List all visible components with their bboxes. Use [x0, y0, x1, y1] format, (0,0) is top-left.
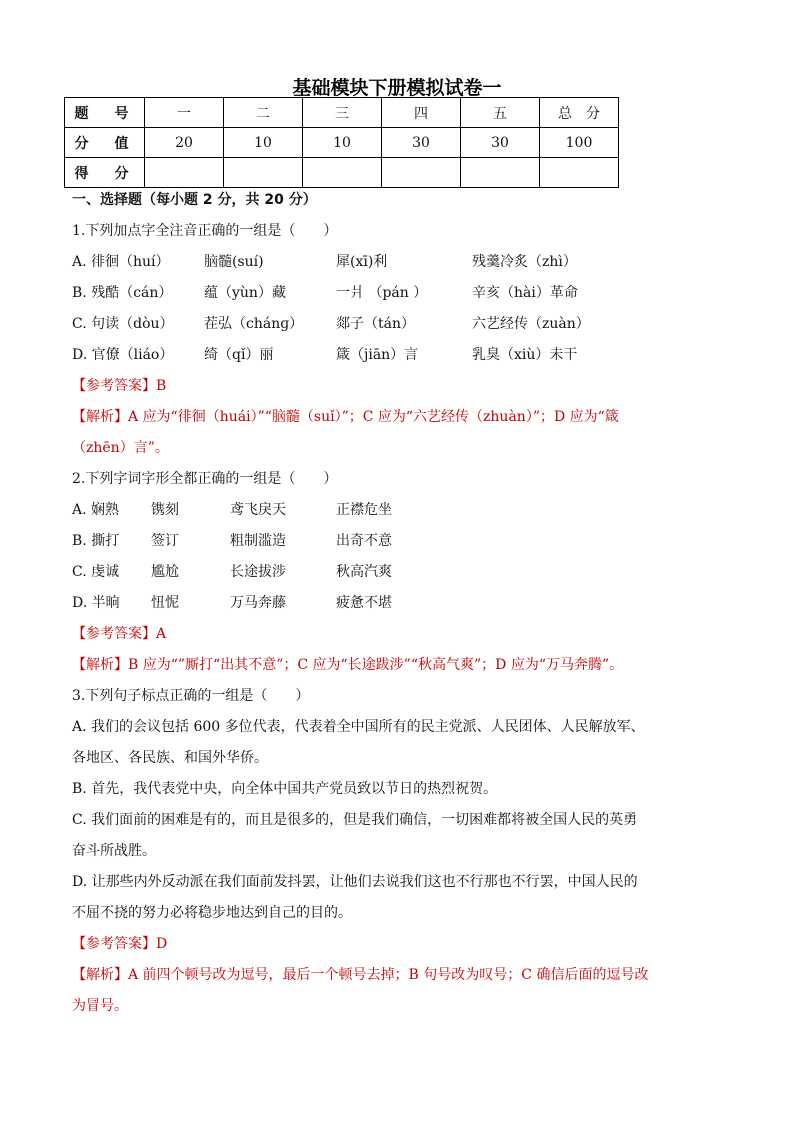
option-item: 鸢飞戾天 — [230, 502, 286, 518]
score-table-row-header — [65, 98, 619, 128]
analysis-tag: 【解析】 — [72, 657, 128, 673]
option-paragraph: 各地区、各民族、和国外华侨。 — [72, 750, 268, 766]
option-item: D. 半晌 — [72, 595, 120, 611]
option-item: 犀(xī)利 — [336, 254, 388, 270]
option-item: 辛亥（hài）革命 — [472, 285, 578, 301]
option-item: 郯子（tán） — [336, 316, 415, 332]
score-table-cell: 20 — [145, 128, 224, 158]
option-row — [72, 278, 732, 309]
score-input-cell — [303, 158, 382, 188]
analysis-text: （zhēn）言”。 — [72, 440, 169, 456]
option-item: C. 句读（dòu） — [72, 316, 174, 332]
option-paragraph: A. 我们的会议包括 600 多位代表，代表着全中国所有的民主党派、人民团体、人民解放军、 — [72, 719, 645, 735]
answer-line — [72, 929, 732, 960]
option-row — [72, 340, 732, 371]
option-item: C. 虔诚 — [72, 564, 120, 580]
option-item: B. 撕打 — [72, 533, 120, 549]
option-item: 粗制滥造 — [230, 533, 286, 549]
answer-tag: 【参考答案】 — [72, 936, 156, 952]
question-stem: 1.下列加点字全注音正确的一组是（ ） — [72, 223, 338, 239]
option-item: 箴（jiān）言 — [336, 347, 419, 363]
option-paragraph: B. 首先，我代表党中央，向全体中国共产党员致以节日的热烈祝贺。 — [72, 781, 498, 797]
score-input-cell — [540, 158, 619, 188]
option-item: D. 官僚（liáo） — [72, 347, 174, 363]
answer-value: B — [156, 378, 167, 394]
analysis-text: B 应为“”厮打“出其不意”；C 应为“长途跋涉”“秋高气爽”；D 应为“万马奔腾”。 — [128, 657, 624, 673]
option-row — [72, 309, 732, 340]
analysis-tag: 【解析】 — [72, 967, 128, 983]
option-paragraph: 奋斗所战胜。 — [72, 843, 156, 859]
analysis-text: 为冒号。 — [72, 998, 128, 1014]
answer-tag: 【参考答案】 — [72, 626, 156, 642]
option-paragraph: C. 我们面前的困难是有的，而且是很多的，但是我们确信，一切困难都将被全国人民的英勇 — [72, 812, 638, 828]
analysis-text: A 前四个顿号改为逗号，最后一个顿号去掉；B 句号改为叹号；C 确信后面的逗号改 — [128, 967, 649, 983]
option-item: 万马奔藤 — [230, 595, 286, 611]
option-item: 乳臭（xiù）未干 — [472, 347, 578, 363]
option-item: 一爿 （pán ） — [336, 285, 428, 301]
score-table-cell: 得 分 — [65, 158, 145, 188]
analysis-line — [72, 402, 732, 433]
analysis-line — [72, 960, 732, 991]
option-item: B. 残酷（cán） — [72, 285, 173, 301]
option-item: 正襟危坐 — [336, 502, 392, 518]
score-table-cell: 30 — [461, 128, 540, 158]
score-table-cell: 五 — [461, 98, 540, 128]
option-item: 六艺经传（zuàn） — [472, 316, 590, 332]
analysis-line — [72, 650, 732, 681]
score-table-cell: 30 — [382, 128, 461, 158]
question-stem: 2.下列字词字形全都正确的一组是（ ） — [72, 471, 338, 487]
exam-content — [72, 188, 732, 1022]
option-item: A. 徘徊（huí） — [72, 254, 170, 270]
score-input-cell — [382, 158, 461, 188]
analysis-line — [72, 991, 732, 1022]
score-table-cell: 一 — [145, 98, 224, 128]
score-table-cell: 二 — [224, 98, 303, 128]
answer-line — [72, 619, 732, 650]
score-table-cell: 三 — [303, 98, 382, 128]
page-title: 基础模块下册模拟试卷一 — [292, 77, 502, 99]
option-item: 茬弘（chánɡ） — [204, 316, 304, 332]
answer-line — [72, 371, 732, 402]
score-table-row-values — [65, 128, 619, 158]
option-item: 残羹冷炙（zhì） — [472, 254, 577, 270]
option-item: 绮（qǐ）丽 — [204, 347, 274, 363]
section-title: 一、选择题（每小题 2 分，共 20 分） — [72, 192, 317, 208]
option-item: 脑髓(suí) — [204, 254, 264, 270]
option-row — [72, 588, 732, 619]
option-item: 蕴（yùn）藏 — [204, 285, 286, 301]
score-input-cell — [461, 158, 540, 188]
answer-value: A — [156, 626, 167, 642]
option-row — [72, 557, 732, 588]
score-table-cell: 分 值 — [65, 128, 145, 158]
option-paragraph: D. 让那些内外反动派在我们面前发抖罢，让他们去说我们这也不行那也不行罢，中国人民的 — [72, 874, 638, 890]
option-item: 出奇不意 — [336, 533, 392, 549]
option-row — [72, 495, 732, 526]
score-table — [64, 97, 619, 188]
score-table-cell: 10 — [224, 128, 303, 158]
analysis-line — [72, 433, 732, 464]
option-item: 忸怩 — [151, 595, 179, 611]
score-table-cell: 题 号 — [65, 98, 145, 128]
option-row — [72, 247, 732, 278]
answer-value: D — [156, 936, 168, 952]
analysis-tag: 【解析】 — [72, 409, 128, 425]
score-input-cell — [145, 158, 224, 188]
score-input-cell — [224, 158, 303, 188]
option-item: 秋高汽爽 — [336, 564, 392, 580]
option-paragraph: 不屈不挠的努力必将稳步地达到自己的目的。 — [72, 905, 352, 921]
option-item: 尴尬 — [151, 564, 179, 580]
question-stem: 3.下列句子标点正确的一组是（ ） — [72, 688, 310, 704]
score-table-cell: 总 分 — [540, 98, 619, 128]
answer-tag: 【参考答案】 — [72, 378, 156, 394]
score-table-row-score — [65, 158, 619, 188]
option-item: 疲惫不堪 — [336, 595, 392, 611]
score-table-cell: 100 — [540, 128, 619, 158]
option-item: A. 娴熟 — [72, 502, 120, 518]
option-row — [72, 526, 732, 557]
score-table-cell: 10 — [303, 128, 382, 158]
score-table-cell: 四 — [382, 98, 461, 128]
analysis-text: A 应为“徘徊（huái）”“脑髓（suǐ）”；C 应为“六艺经传（zhuàn）”；D 应为“箴 — [128, 409, 619, 425]
option-item: 长途拔涉 — [230, 564, 286, 580]
option-item: 镌刻 — [151, 502, 179, 518]
option-item: 签订 — [151, 533, 179, 549]
